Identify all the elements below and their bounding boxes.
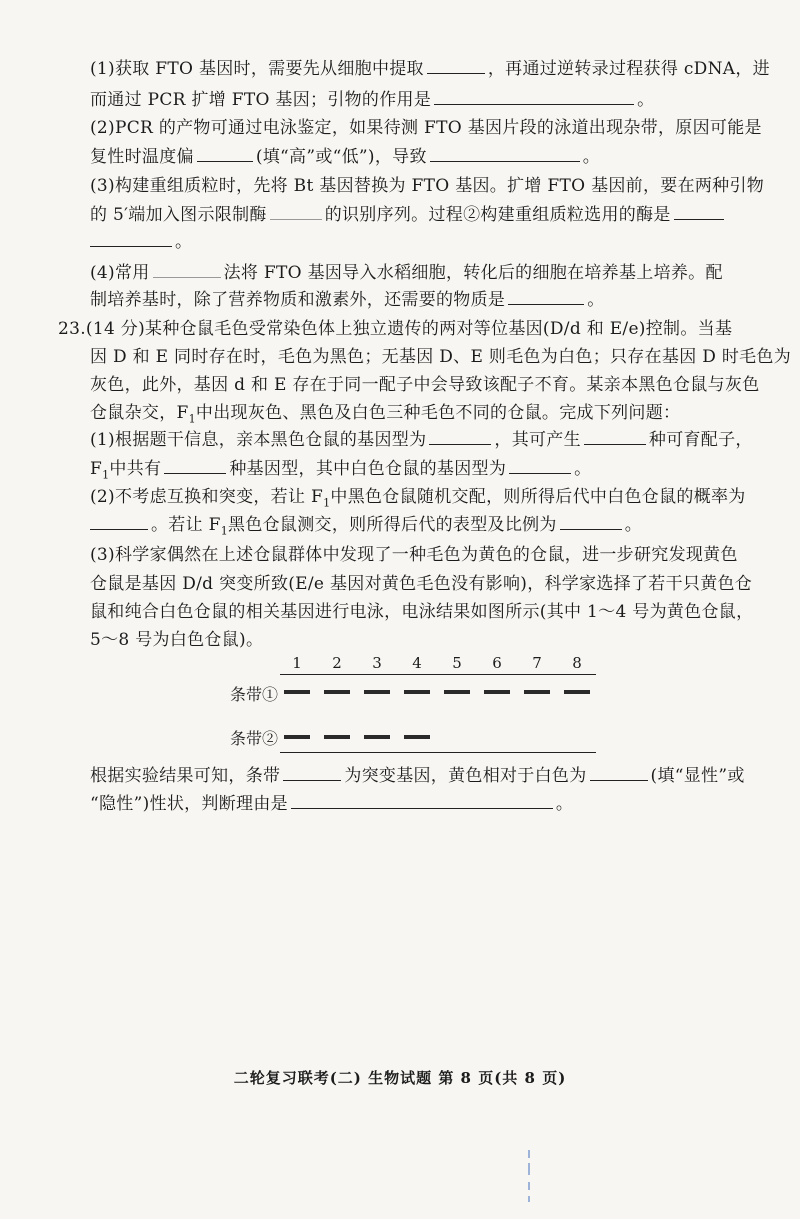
page-footer: 二轮复习联考(二) 生物试题 第 8 页(共 8 页) bbox=[233, 1069, 567, 1087]
scan-artifact bbox=[528, 1150, 530, 1158]
answer-blank[interactable] bbox=[153, 259, 221, 278]
q23-part1-line-2: $F_1$中共有 种基因型，其中白色仓鼠的基因型为 。 bbox=[90, 455, 740, 489]
gel-band-1 bbox=[404, 690, 430, 694]
answer-blank[interactable] bbox=[430, 143, 580, 162]
gel-band-1 bbox=[324, 690, 350, 694]
band-1-label: 条带① bbox=[230, 685, 279, 704]
answer-blank[interactable] bbox=[434, 86, 634, 105]
electrophoresis-figure bbox=[230, 652, 610, 762]
lane-number: 5 bbox=[452, 654, 462, 672]
q22-line-2: 而通过 PCR 扩增 FTO 基因；引物的作用是 。 bbox=[90, 86, 740, 114]
answer-blank[interactable] bbox=[590, 762, 648, 781]
answer-blank[interactable] bbox=[429, 426, 491, 445]
q23-intro-2: 因 D 和 E 同时存在时，毛色为黑色；无基因 D、E 则毛色为白色；只存在基因 D 时毛色为 bbox=[90, 347, 792, 367]
answer-blank[interactable] bbox=[197, 143, 253, 162]
answer-blank[interactable] bbox=[427, 55, 485, 74]
answer-blank[interactable] bbox=[674, 201, 724, 220]
lane-number: 3 bbox=[372, 654, 382, 672]
answer-blank[interactable] bbox=[509, 455, 571, 474]
lane-number: 1 bbox=[292, 654, 302, 672]
q22-line-3: (2)PCR 的产物可通过电泳鉴定，如果待测 FTO 基因片段的泳道出现杂带，原因可能是 bbox=[90, 118, 762, 138]
q22-line-6: 的 5′端加入图示限制酶 的识别序列。过程②构建重组质粒选用的酶是 bbox=[90, 201, 740, 229]
answer-blank[interactable] bbox=[270, 201, 322, 220]
scan-artifact bbox=[528, 1163, 530, 1175]
q23-part3-line-1: (3)科学家偶然在上述仓鼠群体中发现了一种毛色为黄色的仓鼠，进一步研究发现黄色 bbox=[90, 545, 738, 565]
gel-band-2 bbox=[284, 735, 310, 739]
answer-blank[interactable] bbox=[90, 511, 148, 530]
lane-number: 7 bbox=[532, 654, 542, 672]
answer-blank[interactable] bbox=[291, 790, 553, 809]
lane-number: 6 bbox=[492, 654, 502, 672]
answer-blank[interactable] bbox=[90, 228, 172, 247]
gel-band-2 bbox=[364, 735, 390, 739]
q22-line-5: (3)构建重组质粒时，先将 Bt 基因替换为 FTO 基因。扩增 FTO 基因前，要在两种引物 bbox=[90, 176, 765, 196]
q22-line-4: 复性时温度偏 (填“高”或“低”)，导致 。 bbox=[90, 143, 740, 171]
answer-blank[interactable] bbox=[560, 511, 622, 530]
q23-part3-line-4: 5～8 号为白色仓鼠)。 bbox=[90, 630, 264, 650]
gel-band-1 bbox=[444, 690, 470, 694]
q22-line-1: (1)获取 FTO 基因时，需要先从细胞中提取 ，再通过逆转录过程获得 cDNA，进 bbox=[90, 55, 740, 83]
q22-line-9: 制培养基时，除了营养物质和激素外，还需要的物质是 。 bbox=[90, 286, 740, 314]
q23-part2-line-1: (2)不考虑互换和突变，若让 $F_1$中黑色仓鼠随机交配，则所得后代中白色仓鼠的概率为 bbox=[90, 487, 746, 510]
q22-line-8: (4)常用 法将 FTO 基因导入水稻细胞，转化后的细胞在培养基上培养。配 bbox=[90, 259, 740, 287]
band-2-label: 条带② bbox=[230, 729, 279, 748]
lane-number: 2 bbox=[332, 654, 342, 672]
lane-number: 4 bbox=[412, 654, 422, 672]
answer-blank[interactable] bbox=[508, 286, 584, 305]
gel-band-2 bbox=[324, 735, 350, 739]
gel-band-1 bbox=[484, 690, 510, 694]
answer-blank[interactable] bbox=[164, 455, 226, 474]
gel-band-1 bbox=[524, 690, 550, 694]
scan-artifact bbox=[528, 1182, 530, 1190]
q23-part3-line-2: 仓鼠是基因 D/d 突变所致(E/e 基因对黄色毛色没有影响)，科学家选择了若干只黄色仓 bbox=[90, 574, 753, 594]
q23-part3-line-6: “隐性”)性状，判断理由是 。 bbox=[90, 790, 740, 818]
answer-blank[interactable] bbox=[283, 762, 341, 781]
q22-line-7: 。 bbox=[90, 228, 740, 256]
gel-band-1 bbox=[564, 690, 590, 694]
gel-band-1 bbox=[364, 690, 390, 694]
scan-artifact bbox=[528, 1196, 530, 1202]
gel-band-2 bbox=[404, 735, 430, 739]
lane-number: 8 bbox=[572, 654, 582, 672]
q23-intro-3: 灰色，此外，基因 d 和 E 存在于同一配子中会导致该配子不育。某亲本黑色仓鼠与灰色 bbox=[90, 375, 760, 395]
q23-part3-line-3: 鼠和纯合白色仓鼠的相关基因进行电泳，电泳结果如图所示(其中 1～4 号为黄色仓鼠， bbox=[90, 602, 754, 622]
q23-intro-1: 23.(14 分)某种仓鼠毛色受常染色体上独立遗传的两对等位基因(D/d 和 E/e)控制。当基 bbox=[58, 319, 733, 339]
q23-part3-line-5: 根据实验结果可知，条带 为突变基因，黄色相对于白色为 (填“显性”或 bbox=[90, 762, 740, 790]
q23-part2-line-2: 。若让 $F_1$黑色仓鼠测交，则所得后代的表型及比例为 。 bbox=[90, 511, 740, 545]
answer-blank[interactable] bbox=[584, 426, 646, 445]
gel-bottom-line bbox=[280, 752, 596, 753]
gel-top-line bbox=[280, 674, 596, 675]
q23-intro-4: 仓鼠杂交，$F_1$中出现灰色、黑色及白色三种毛色不同的仓鼠。完成下列问题： bbox=[90, 403, 681, 426]
gel-band-1 bbox=[284, 690, 310, 694]
q23-part1-line-1: (1)根据题干信息，亲本黑色仓鼠的基因型为 ，其可产生 种可育配子， bbox=[90, 426, 740, 454]
